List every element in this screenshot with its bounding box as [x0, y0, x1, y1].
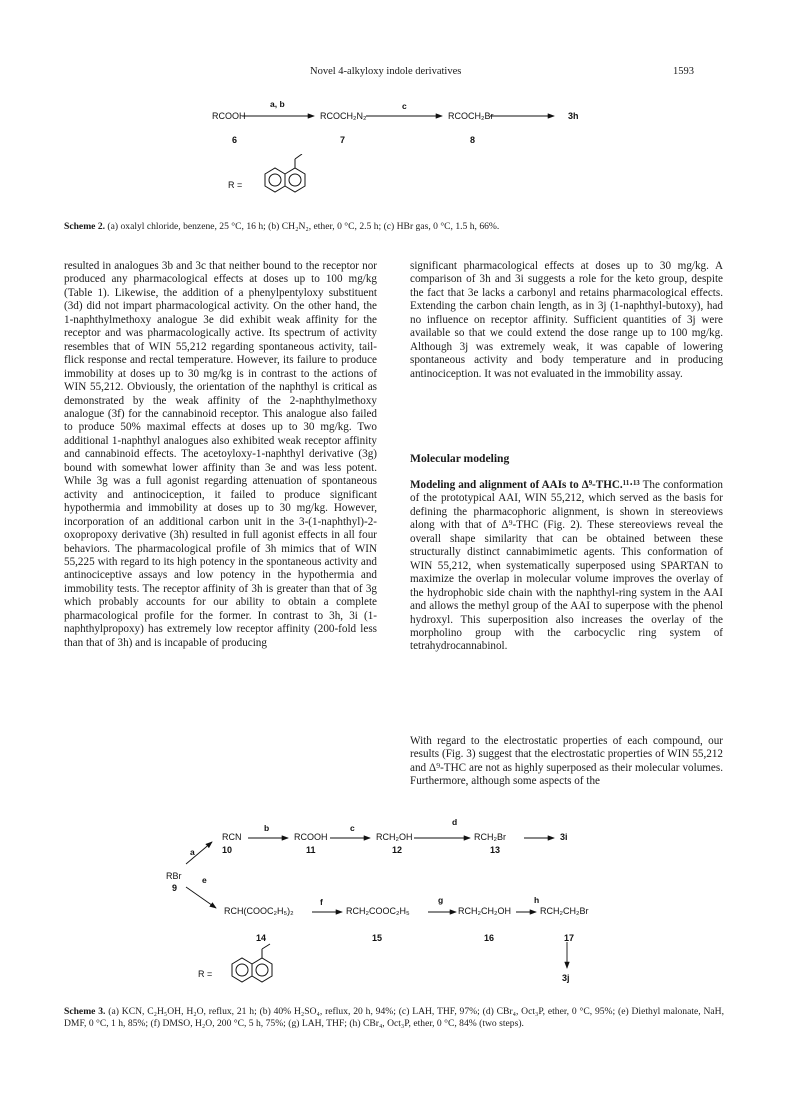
- condition-g: g: [438, 895, 444, 905]
- number-16: 16: [484, 933, 495, 943]
- scheme-2-caption-text: (a) oxalyl chloride, benzene, 25 °C, 16 h; (b) CH₂N₂, ether, 0 °C, 2.5 h; (c) HBr gas, 0 °C, 1.5 h, 66%.: [105, 221, 500, 232]
- condition-e: e: [202, 875, 207, 885]
- right-column-paragraph-2: The conformation of the prototypical AAI, WIN 55,212, which served as the basis for defining the pharmacophoric alignment, is shown in stereoviews along with that of Δ⁹-THC (Fig. 2). These stereoviews reveal the overall shape similarity that can be obtained between these structurally distinct cannabimimetic agents. This conformation of WIN 55,212, when systematically superposed using SPARTAN to maximize the overlap in molecular volume improves the overlay of the hydrophobic side chain with the naphthyl-ring system in the AAI and allows the methyl group of the AAI to superpose with the phenol hydroxyl. This superposition also increases the overlay of the morpholino group with the carbocyclic ring system of tetrahydrocannabinol.: [410, 479, 723, 653]
- number-12: 12: [392, 845, 403, 855]
- compound-6: RCOOH: [212, 111, 246, 121]
- number-7: 7: [340, 135, 346, 145]
- condition-b: b: [264, 823, 270, 833]
- scheme-3-caption: [64, 1006, 724, 1030]
- compound-13: RCH₂Br: [474, 832, 506, 842]
- number-6: 6: [232, 135, 238, 145]
- right-column-electrostatic: [410, 735, 723, 789]
- condition-h: h: [534, 895, 540, 905]
- compound-7: RCOCH₂N₂: [320, 111, 367, 121]
- scheme-3-caption-text: (a) KCN, C₂H₅OH, H₂O, reflux, 21 h; (b) 40% H₂SO₄, reflux, 20 h, 94%; (c) LAH, THF, 97%; (d) CBr₄, Oct₃P, ether, 0 °C, 95%; (e) Diethyl malonate, NaH, DMF, 0 °C, 1 h, 85%; (f) DMSO, H₂O, 200 °C, 5 h, 75%; (g) LAH, THF; (h) CBr₄, Oct₃P, ether, 0 °C, 84% (two steps).: [64, 1006, 724, 1029]
- right-column-paragraph-1: significant pharmacological effects at doses up to 30 mg/kg. A comparison of 3h and 3i suggests a role for the keto group, despite the fact that 3e lacks a carbonyl and retains pharmacological effects. Extending the carbon chain length, as in 3j (1-naphthyl-butoxy), had no influence on receptor affinity. Sufficient quantities of 3j were available so that we could extend the dose range up to 100 mg/kg. Although 3j was extremely weak, it was capable of lowering spontaneous activity and body temperature and in producing antinociception. It was not evaluated in the immobility assay.: [410, 260, 723, 380]
- number-14: 14: [256, 933, 267, 943]
- compound-16: RCH₂CH₂OH: [458, 906, 511, 916]
- number-10: 10: [222, 845, 233, 855]
- compound-10: RCN: [222, 832, 242, 842]
- condition-a-b: a, b: [270, 99, 285, 109]
- compound-8: RCOCH₂Br: [448, 111, 494, 121]
- number-8: 8: [470, 135, 476, 145]
- scheme-3-arrows: [0, 790, 788, 990]
- right-column-paragraph-3: With regard to the electrostatic properties of each compound, our results (Fig. 3) suggest that the electrostatic properties of WIN 55,212 and Δ⁹-THC are not as highly superposed as their molecular volumes. Furthermore, although some aspects of the: [410, 735, 723, 788]
- scheme-2-caption-label: Scheme 2.: [64, 221, 106, 232]
- number-9: 9: [172, 883, 178, 893]
- compound-9: RBr: [166, 871, 182, 881]
- condition-d: d: [452, 817, 458, 827]
- condition-c: c: [350, 823, 355, 833]
- compound-11: RCOOH: [294, 832, 328, 842]
- naphthylmethyl-structure: [222, 942, 292, 992]
- modeling-subheading: Modeling and alignment of AAIs to Δ⁹-THC.¹¹·¹³: [410, 479, 640, 491]
- naphthylmethyl-structure: [250, 154, 310, 204]
- compound-3i: 3i: [560, 832, 568, 842]
- r-label: R =: [228, 180, 243, 190]
- number-15: 15: [372, 933, 383, 943]
- compound-15: RCH₂COOC₂H₅: [346, 906, 410, 916]
- number-13: 13: [490, 845, 501, 855]
- condition-c: c: [402, 101, 407, 111]
- scheme-2: [0, 96, 788, 206]
- r-label: R =: [198, 969, 213, 979]
- condition-f: f: [320, 897, 323, 907]
- page-number: 1593: [673, 66, 694, 77]
- scheme-3: [0, 790, 788, 990]
- left-column: [64, 260, 377, 650]
- compound-17: RCH₂CH₂Br: [540, 906, 589, 916]
- condition-a: a: [190, 847, 195, 857]
- scheme-3-caption-label: Scheme 3.: [64, 1006, 106, 1017]
- scheme-2-caption: [64, 221, 724, 233]
- compound-14: RCH(COOC₂H₅)₂: [224, 906, 294, 916]
- running-header: [0, 66, 788, 82]
- left-column-text: resulted in analogues 3b and 3c that neither bound to the receptor nor produced any pharmacological effects at doses up to 100 mg/kg (Table 1). Likewise, the addition of a phenylpentyloxy substituent (3d) did not impart pharmacological activity. On the other hand, the 1-naphthylmethoxy analogue 3e did exhibit weak affinity for the receptor and was pharmacologically active. Its spectrum of activity resembles that of WIN 55,212 regarding spontaneous activity, tail-flick response and rectal temperature. However, its failure to produce immobility at doses up to 30 mg/kg is in contrast to the actions of WIN 55,212. Obviously, the orientation of the naphthyl is critical as demonstrated by the weak affinity of the 2-naphthylmethoxy analogue (3f) for the cannabinoid receptor. This analogue also failed to produce 50% maximal effects at doses up to 30 mg/kg. Two additional 1-naphthyl analogues also exhibited weak receptor affinity and cannabinoid effects. The acetoyloxy-1-naphthyl derivative (3g) bound with somewhat lower affinity than 3e and was less potent. While 3g was a full agonist regarding attenuation of spontaneous activity and antinociception, it failed to produce significant hypothermia and immobility at doses up to 30 mg/kg. However, incorporation of an additional carbon unit in the 3-(1-naphthyl)-2-oxopropoxy derivative (3h) resulted in full agonist effects in all four behaviors. The pharmacological profile of 3h mimics that of WIN 55,225 with regard to its high potency in the spontaneous activity and antinociceptive assays and low potency in the hypothermia and immobility tests. The receptor affinity of 3h is greater than that of 3g which probably accounts for our ability to obtain a complete pharmacological profile for the former. In contrast to 3h, 3i (1-naphthylpropoxy) has extremely low receptor affinity (200-fold less than that of 3h) and is incapable of producing: [64, 260, 377, 649]
- compound-3j: 3j: [562, 973, 570, 983]
- number-11: 11: [306, 845, 316, 855]
- compound-3h: 3h: [568, 111, 579, 121]
- compound-12: RCH₂OH: [376, 832, 413, 842]
- scheme-2-arrows: [0, 96, 788, 206]
- running-title: Novel 4-alkyloxy indole derivatives: [310, 66, 462, 77]
- number-17: 17: [564, 933, 575, 943]
- right-column-modeling: [410, 479, 723, 654]
- section-title: Molecular modeling: [410, 452, 510, 465]
- right-column-top: [410, 260, 723, 381]
